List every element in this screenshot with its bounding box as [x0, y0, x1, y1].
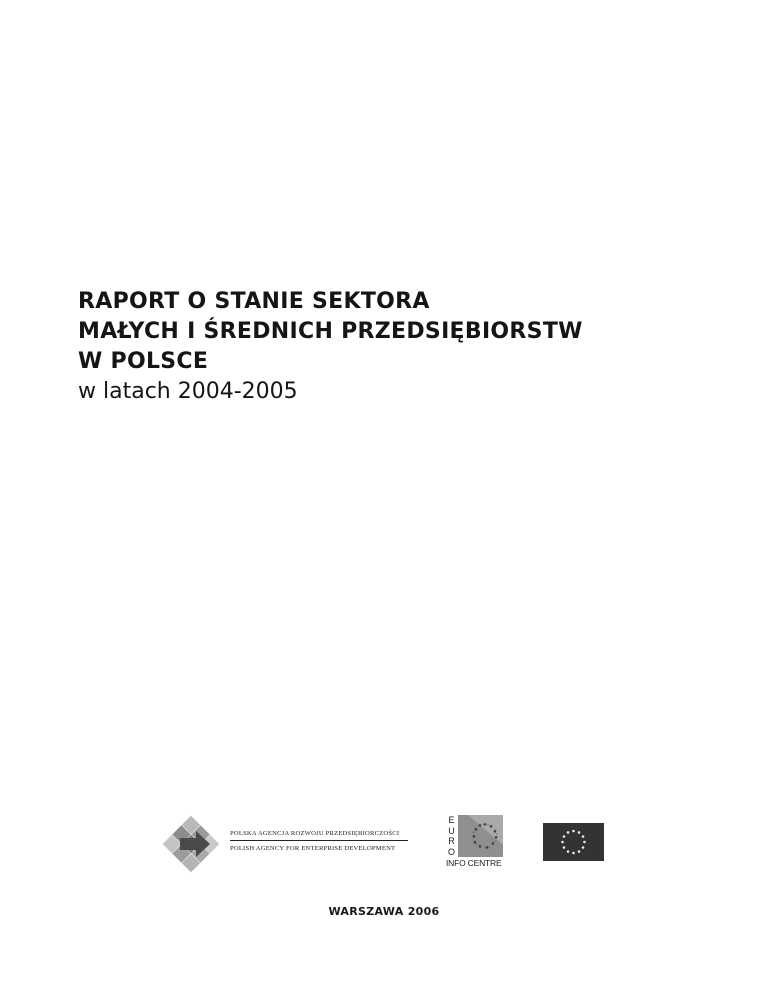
svg-text:★: ★: [490, 841, 496, 847]
eic-letter: O: [447, 846, 455, 857]
svg-text:★: ★: [477, 844, 483, 850]
eu-star: [572, 830, 575, 833]
eic-letter: E: [448, 815, 455, 825]
eic-stars-icon: [458, 815, 503, 857]
eu-star: [563, 835, 566, 838]
eu-star: [567, 850, 570, 853]
eu-star: [563, 846, 566, 849]
report-title-line-3: W POLSCE: [78, 349, 209, 374]
eu-star: [578, 850, 581, 853]
svg-text:★: ★: [471, 834, 477, 840]
eic-letter: R: [448, 836, 455, 846]
eic-vertical-text: [446, 815, 457, 857]
svg-text:★: ★: [488, 824, 494, 830]
eu-star: [561, 841, 564, 844]
eu-star: [567, 831, 570, 834]
report-subtitle: w latach 2004-2005: [78, 379, 298, 404]
eic-bottom-text: INFO CENTRE: [446, 858, 502, 868]
svg-text:★: ★: [477, 823, 483, 829]
parp-logo-text: [230, 829, 408, 853]
eu-star: [582, 835, 585, 838]
report-title-block: [78, 287, 583, 407]
svg-text:★: ★: [472, 840, 478, 846]
parp-logo-icon: [162, 815, 220, 873]
parp-divider: [230, 840, 408, 841]
euro-info-centre-logo: [446, 815, 504, 869]
eic-letter: U: [448, 825, 455, 836]
eu-star: [572, 852, 575, 855]
report-title-line-1: RAPORT O STANIE SEKTORA: [78, 289, 430, 314]
svg-text:★: ★: [473, 827, 479, 833]
eu-star: [583, 841, 586, 844]
place-and-year: WARSZAWA 2006: [328, 905, 440, 918]
report-title-line-2: MAŁYCH I ŚREDNICH PRZEDSIĘBIORSTW: [78, 319, 583, 344]
svg-text:★: ★: [484, 845, 490, 851]
eic-star-box: [458, 815, 503, 857]
eu-star: [578, 831, 581, 834]
eu-flag-icon: [543, 823, 604, 861]
parp-name-pl: POLSKA AGENCJA ROZWOJU PRZEDSIĘBIORCZOŚCI: [230, 830, 400, 837]
parp-name-en: POLISH AGENCY FOR ENTERPRISE DEVELOPMENT: [230, 845, 396, 852]
svg-text:★: ★: [482, 822, 488, 828]
eu-star: [582, 846, 585, 849]
svg-text:★: ★: [493, 835, 499, 841]
svg-text:★: ★: [492, 829, 498, 835]
